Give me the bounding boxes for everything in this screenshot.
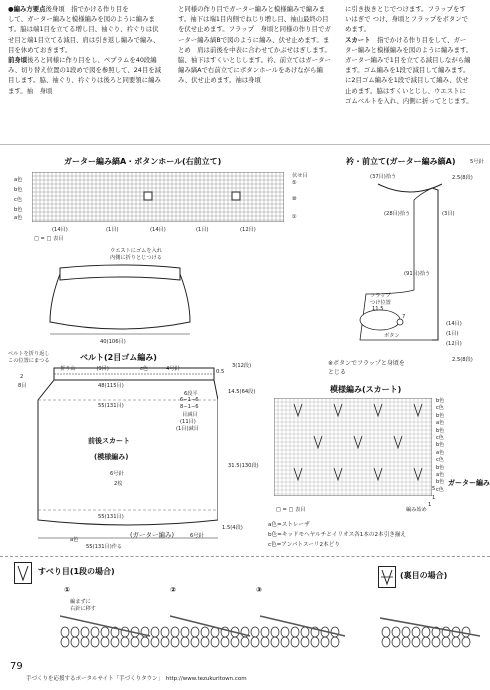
left-dim: 8目 [18, 383, 27, 389]
stripe-label: a色 [14, 177, 23, 183]
side-label: b色 [436, 427, 445, 434]
stripe-label: a色 [14, 215, 23, 221]
bottom-label: (1目) [106, 227, 119, 233]
collar-label: 2.5(8段) [452, 175, 473, 181]
right-dim: 31.5(130段) [228, 463, 259, 469]
skirt-label: 6号針 [110, 471, 124, 477]
purl-illustration [380, 606, 480, 654]
side-label: c色 [436, 435, 444, 442]
left-dim: 2 [20, 374, 24, 380]
page-number: 79 [10, 661, 23, 672]
dimension: 55(131目)作る [86, 544, 123, 550]
belt-label: −(9目)− [92, 366, 114, 372]
color-key: b色=キッドモヘヤルチとイリオス各1本の2本引き揃え [268, 532, 407, 538]
paragraph-line: 止めます。脇はすくいとじし、ウエストに [345, 86, 466, 95]
collar-label: フラップ つけ位置 [370, 293, 391, 306]
side-label: b色 [436, 412, 445, 419]
step-note: 編まずに 右針に移す [70, 599, 96, 612]
start-label: 編み始め [406, 507, 427, 513]
stripe-label: c色 [14, 197, 23, 203]
belt-label: 折り山 [60, 366, 76, 372]
bottom-label: (1目) [196, 227, 209, 233]
skirt-label: 前後スカート [88, 437, 130, 445]
side-label: a色 [436, 472, 445, 479]
side-label: a色 [436, 449, 445, 456]
collar-label: (91目)拾う [404, 271, 431, 277]
right-dim: 0.5 [216, 369, 225, 375]
decrease-note: (1目)減目 [176, 426, 199, 432]
section-heading: 前身頃 [8, 56, 28, 65]
footer-text: 手づくりを応援するポータルサイト「手づくりタウン」 http://www.tezukuritown.com [26, 676, 247, 682]
skirt-waist-diagram [40, 260, 200, 340]
text-column-1 [8, 4, 164, 96]
belt-label: c色 [140, 366, 149, 372]
right-dim: 14.5(64段) [228, 389, 256, 395]
paragraph-line: ゴムベルトを入れ、内側に折ってとじます。 [345, 96, 473, 105]
bottom-label: (14目) [150, 227, 166, 233]
paragraph-line: ター編みと模様編みを図のように編みます。 [345, 45, 473, 54]
step-number: ③ [256, 586, 262, 594]
divider [0, 144, 490, 145]
garter-title: ガーター編み [448, 479, 490, 487]
belt-note: ベルトを折り返し この位置にまつる [8, 351, 50, 364]
paragraph: 後身頃 指でかける作り目を [45, 5, 129, 13]
decrease-note: 6段平 [184, 391, 198, 397]
collar-label: (3目) [442, 211, 455, 217]
belt-title: ベルト(2目ゴム編み) [80, 353, 157, 362]
bottom-label: (14目) [52, 227, 68, 233]
legend: □ = □ 表目 [34, 236, 64, 242]
figure-title-collar: 衿・前立て(ガーター編み縞A) [346, 157, 456, 166]
text-column-2 [178, 4, 333, 86]
row-label: 5 [432, 486, 436, 492]
collar-note: ※ボタンでフラップと身頃を とじる [328, 360, 405, 376]
dimension: 55(131目) [98, 514, 124, 520]
garter-needle: 6号針 [190, 533, 204, 539]
skirt-label: 2枚 [114, 481, 123, 487]
decrease-note: 8−1−6 [180, 404, 199, 410]
collar-label: (12目) [446, 341, 462, 347]
collar-label: ボタン [384, 333, 400, 339]
waist-note: ウエストにゴムを入れ 内側に折りとじつける [110, 248, 162, 261]
paragraph-line: めます。 [345, 25, 371, 34]
step-number: ② [170, 586, 176, 594]
needle-label: 5号針 [470, 159, 484, 165]
collar-label: (28目)拾う [384, 211, 411, 217]
collar-label: (1目) [446, 331, 459, 337]
slip-stitch-title: すべり目(1段の場合) [38, 567, 115, 576]
waist-width: 40(106目) [100, 339, 126, 345]
right-label: ① [292, 214, 297, 220]
paragraph-line: 指でかける作り目をして、ガー [376, 35, 467, 44]
dimension: 48(115目) [98, 383, 124, 389]
dimension: 55(131目) [98, 403, 124, 409]
belt-label: 4号針 [166, 366, 180, 372]
color-key: c色=アンバトスーリ2本どり [268, 542, 340, 548]
garter-label: (ガーター編み) [130, 531, 175, 539]
paragraph: して、ガーター編みと模様編みを図のように編みます。脇は端1目を立てる増し目、袖ぐり、衿ぐりは伏せ目と端1目立てる減目、肩は引き返し編みで編み、目を休めておきます。 [8, 15, 160, 54]
collar-label: (14目) [446, 321, 462, 327]
stripe-label: b色 [14, 207, 23, 213]
section-heading: ●編み方要点 [8, 5, 46, 13]
decrease-note: 目減目 [182, 412, 198, 418]
col-label: 1 [428, 502, 432, 508]
pattern-side-labels [436, 398, 444, 494]
text-column-3 [345, 4, 490, 106]
slip-stitch-symbol [14, 562, 32, 584]
paragraph-line: に2目ゴム編みを1段で減目して編み、伏せ [345, 76, 469, 85]
paragraph: 後ろと同様に作り目をし、ペプラムを40段編み、切り替え位置の1段めで図を参照して、24目を減目します。脇、袖ぐり、衿ぐりは後ろと同要領に編みます。袖 身頃 [8, 56, 162, 95]
side-label: a色 [436, 420, 445, 427]
decrease-note: 6−1−6 [180, 397, 199, 403]
collar-label: 7 [402, 314, 406, 320]
decrease-note: (11目) [180, 419, 196, 425]
paragraph-line: に引き抜きとじでつけます。フラップをす [345, 5, 466, 13]
side-label: b色 [436, 398, 445, 404]
side-label: b色 [436, 479, 445, 486]
collar-label: (37目)拾う [370, 174, 397, 180]
step-number: ① [64, 586, 70, 594]
side-label: c色 [436, 457, 444, 464]
knitting-illustrations [60, 606, 350, 654]
right-label: ⑤ [292, 180, 297, 186]
paragraph-line: いはぎで つけ、身頃とフラップをボタンで [345, 15, 469, 24]
paragraph-line: ガーター編みで1目を立てる減目しながら編 [345, 56, 471, 65]
bottom-label: (12目) [240, 227, 256, 233]
figure-title-garter-stripe: ガーター編み縞A・ボタンホール(右前立て) [64, 157, 222, 166]
purl-slip-symbol [378, 566, 396, 588]
figure-title-pattern: 模様編み(スカート) [330, 385, 402, 394]
a-color-label: a色 [70, 537, 79, 543]
purl-slip-title: (裏目の場合) [400, 571, 448, 580]
paragraph: と同様の作り目でガーター編みと模様編みで編みます。袖下は端1目内側でねじり増し目、袖山最終の目を伏せ止めます。フラップ 身頃と同様の作り目でガーター編み縞Bで図のように編み、伏せ止めます。まとめ 肩は前後を中表に合わせてかぶせはぎします。脇、袖下はすくいとじします。衿、前立てはガーター編み縞Aで右前立てにボタンホールをあけながら編み、伏せ止めます。袖は身頃 [178, 5, 331, 85]
side-label: c色 [436, 405, 444, 412]
divider [0, 556, 490, 557]
row-label: 1 [432, 495, 436, 501]
pattern-chart [274, 398, 432, 496]
right-dim: 1.5(4段) [222, 525, 243, 531]
collar-label: 11.5 [372, 306, 384, 312]
side-label: b色 [436, 442, 445, 449]
side-label: b色 [436, 464, 445, 471]
right-label: 伏せ目 [292, 173, 308, 179]
skirt-label: (模様編み) [94, 453, 129, 461]
paragraph-line: ます。ゴム編みを1段で減目して編みます。 [345, 66, 470, 75]
garter-stripe-chart [32, 172, 284, 222]
collar-label: 2.5(8段) [452, 357, 473, 363]
legend: □ = □ 表目 [276, 507, 306, 513]
color-key: a色=ストレーザ [268, 522, 310, 528]
stripe-label: b色 [14, 187, 23, 193]
side-label: c色 [436, 486, 444, 493]
right-label: ⑩ [292, 196, 297, 202]
section-heading: スカート [345, 35, 371, 44]
right-dim: 3(12段) [232, 363, 252, 369]
